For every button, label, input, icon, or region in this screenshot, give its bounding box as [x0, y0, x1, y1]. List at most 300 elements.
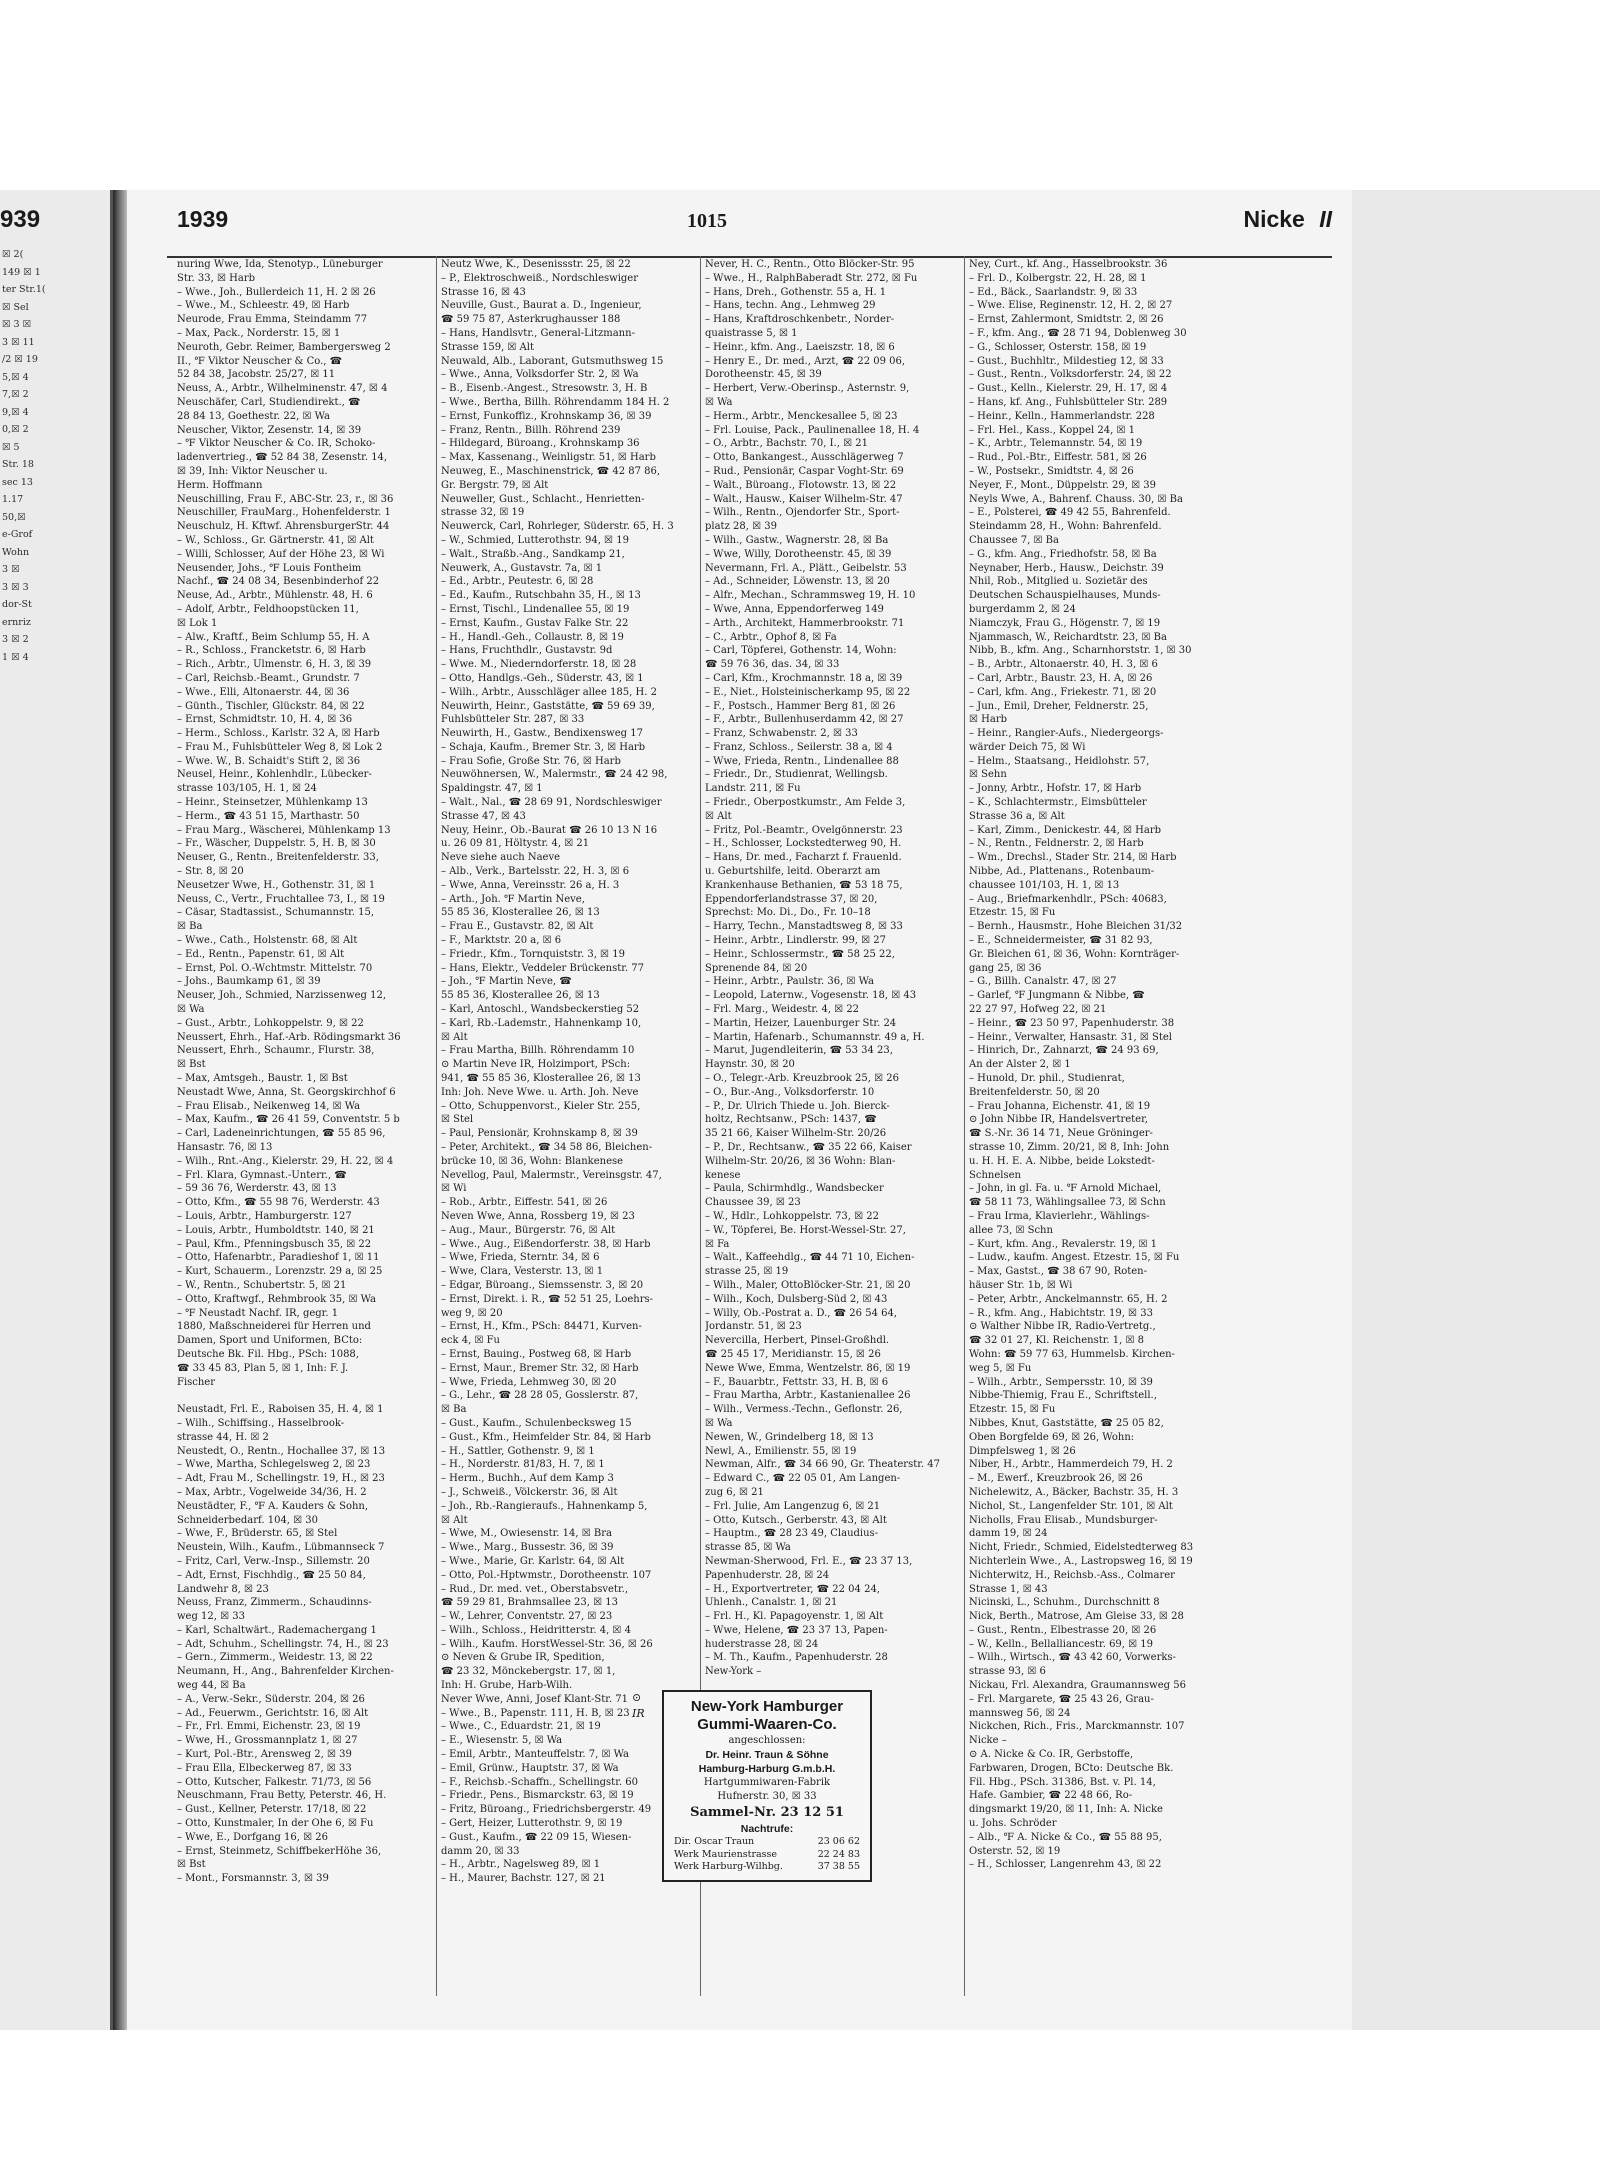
directory-entry-line: – Rud., Dr. med. vet., Oberstabsvetr., [441, 1583, 628, 1595]
directory-entry-line: – J., Schweiß., Völckerstr. 36, ☒ Alt [441, 1486, 618, 1498]
directory-entry-line: ☒ Alt [441, 1031, 468, 1043]
directory-entry-line: Etzestr. 15, ☒ Fu [969, 1404, 1056, 1416]
directory-entry-line: – Frl. Louise, Pack., Paulinenallee 18, H. 4 [705, 424, 920, 436]
directory-entry-line: Nevellog, Paul, Malermstr., Vereinsgstr. 47, [441, 1169, 662, 1181]
directory-entry-line: – Gern., Zimmerm., Weidestr. 13, ☒ 22 [177, 1652, 373, 1664]
directory-entry-line: Damen, Sport und Uniformen, BCto: [177, 1335, 363, 1347]
directory-entry-line: Deutsche Bk. Fil. Hbg., PSch: 1088, [177, 1348, 359, 1360]
directory-entry-line: Hansastr. 76, ☒ 13 [177, 1142, 273, 1153]
directory-entry-line: – Karl, Zimm., Denickestr. 44, ☒ Harb [969, 824, 1162, 836]
directory-entry-line: u. Johs. Schröder [969, 1818, 1057, 1830]
directory-entry-line: – Hans, Dreh., Gothenstr. 55 a, H. 1 [705, 286, 887, 298]
directory-entry-line: Nibbes, Knut, Gaststätte, ☎ 25 05 82, [969, 1417, 1164, 1429]
directory-entry-line: Wilhelm-Str. 20/26, ☒ 36 Wohn: Blan- [705, 1155, 896, 1167]
directory-entry-line: – Gust., Rentn., Elbestrasse 20, ☒ 26 [969, 1624, 1157, 1636]
directory-entry-line: – Wwe, M., Owiesenstr. 14, ☒ Bra [441, 1528, 612, 1540]
directory-entry-line: – Arth., Joh. ℉ Martin Neve, [441, 893, 585, 905]
directory-entry-line: – Herm., Arbtr., Menckesallee 5, ☒ 23 [705, 410, 898, 422]
directory-entry-line: – Frl. Hel., Kass., Koppel 24, ☒ 1 [969, 424, 1135, 436]
directory-entry-line: – Wwe, Helene, ☎ 23 37 13, Papen- [705, 1624, 888, 1636]
header-keyword-name: Nicke [1243, 206, 1305, 232]
directory-entry-line: – C., Arbtr., Ophof 8, ☒ Fa [705, 631, 837, 643]
directory-entry-line: – W., Lehrer, Conventstr. 27, ☒ 23 [441, 1611, 613, 1623]
directory-entry-line: – Carl, Ladeneinrichtungen, ☎ 55 85 96, [177, 1128, 386, 1140]
directory-entry-line: Eppendorferlandstrasse 37, ☒ 20, [705, 893, 878, 905]
directory-entry-line: brücke 10, ☒ 36, Wohn: Blankenese [441, 1155, 624, 1167]
directory-entry-line: Fil. Hbg., PSch. 31386, Bst. v. Pl. 14, [969, 1776, 1156, 1788]
directory-entry-line: – Wilh., Vermess.-Techn., Geflonstr. 26, [705, 1404, 903, 1416]
directory-entry-line: – E., Niet., Holsteinischerkamp 95, ☒ 22 [705, 686, 911, 698]
directory-entry-line: – Paula, Schirmhdlg., Wandsbecker [705, 1183, 884, 1195]
directory-entry-line: – Louis, Arbtr., Humboldtstr. 140, ☒ 21 [177, 1224, 375, 1236]
directory-entry-line: Sprechst: Mo. Di., Do., Fr. 10–18 [705, 907, 871, 919]
directory-entry-line: – Hunold, Dr. phil., Studienrat, [969, 1073, 1125, 1085]
directory-entry-line: – Fritz, Carl, Verw.-Insp., Sillemstr. 20 [177, 1555, 370, 1567]
directory-entry-line: mannsweg 56, ☒ 24 [969, 1707, 1071, 1719]
directory-entry-line: – Kurt, Pol.-Btr., Arensweg 2, ☒ 39 [177, 1749, 352, 1761]
directory-entry-line: – Adt, Ernst, Fischhdlg., ☎ 25 50 84, [177, 1569, 366, 1581]
directory-entry-line: – Otto, Kunstmaler, In der Ohe 6, ☒ Fu [177, 1818, 374, 1830]
directory-entry-line: – Karl, Schaltwärt., Rademachergang 1 [177, 1624, 377, 1636]
ad-title-line2: Gummi-Waaren-Co. [697, 1716, 837, 1733]
directory-entry-line: Deutschen Schauspielhauses, Munds- [969, 590, 1161, 602]
directory-entry-line: Chaussee 7, ☒ Ba [969, 534, 1059, 546]
directory-entry-line: – Gust., Kaufm., Schulenbecksweg 15 [441, 1417, 632, 1429]
previous-page-line: ☒ Sel [2, 301, 29, 313]
directory-entry-line: – M. Th., Kaufm., Papenhuderstr. 28 [705, 1652, 888, 1664]
page-number: 1015 [687, 210, 727, 232]
directory-entry-line: – Max, Kassenang., Weinligstr. 51, ☒ Harb [441, 452, 656, 464]
directory-entry-line: – Gert, Heizer, Lutterothstr. 9, ☒ 19 [441, 1818, 623, 1830]
directory-entry-line: ☒ Ba [177, 921, 203, 933]
directory-entry-line: – W., Schloss., Gr. Gärtnerstr. 41, ☒ Alt [177, 534, 374, 546]
directory-entry-line: Neustadt, Frl. E., Raboisen 35, H. 4, ☒ 1 [177, 1404, 384, 1416]
directory-entry-line: – Frau Sofie, Große Str. 76, ☒ Harb [441, 755, 621, 767]
directory-entry-line: Neynaber, Herb., Hausw., Deichstr. 39 [969, 562, 1164, 574]
previous-page-line: 3 ☒ 3 [2, 581, 29, 593]
directory-entry-line: damm 19, ☒ 24 [969, 1528, 1048, 1540]
directory-entry-line: New-York – [705, 1666, 762, 1678]
directory-entry-line: 1880, Maßschneiderei für Herren und [177, 1321, 371, 1333]
directory-entry-line: – Otto, Handlgs.-Geh., Süderstr. 43, ☒ 1 [441, 672, 644, 684]
directory-entry-line: Neuwöhnersen, W., Malermstr., ☎ 24 42 98, [441, 769, 668, 781]
directory-entry-line: – H., Schlosser, Lockstedterweg 90, H. [705, 838, 902, 850]
directory-entry-line: – Ernst, Schmidtstr. 10, H. 4, ☒ 36 [177, 714, 353, 726]
directory-entry-line: Neuwald, Alb., Laborant, Gutsmuthsweg 15 [441, 355, 664, 367]
directory-entry-line: Nickau, Frl. Alexandra, Graumannsweg 56 [969, 1680, 1186, 1692]
directory-entry-line: – W., Schmied, Lutterothstr. 94, ☒ 19 [441, 534, 629, 546]
directory-entry-line: – Frl. Margarete, ☎ 25 43 26, Grau- [969, 1693, 1154, 1705]
directory-entry-line: – Ernst, Tischl., Lindenallee 55, ☒ 19 [441, 603, 630, 615]
directory-entry-line: 941, ☎ 55 85 36, Klosterallee 26, ☒ 13 [441, 1073, 641, 1085]
directory-entry-line: – Günth., Tischler, Glückstr. 84, ☒ 22 [177, 700, 365, 712]
directory-entry-line: – Arth., Architekt, Hammerbrookstr. 71 [705, 617, 905, 629]
advertisement-box [662, 1690, 872, 1882]
previous-page-line: 7,☒ 2 [2, 389, 29, 400]
directory-entry-line: ☒ Lok 1 [177, 617, 218, 629]
directory-entry-line: Njammasch, W., Reichardtstr. 23, ☒ Ba [969, 631, 1167, 643]
directory-entry-line: – Harry, Techn., Manstadtsweg 8, ☒ 33 [705, 921, 903, 933]
previous-page-line: 3 ☒ 2 [2, 634, 29, 645]
directory-entry-line: – Hans, Kraftdroschkenbetr., Norder- [705, 314, 895, 326]
ad-night-row-label: Werk Harburg-Wilhbg. [674, 1861, 783, 1872]
directory-entry-line: Jordanstr. 51, ☒ 23 [705, 1321, 802, 1333]
directory-entry-line: – Ad., Feuerwm., Gerichtstr. 16, ☒ Alt [177, 1707, 369, 1719]
directory-entry-line: – H., Exportvertreter, ☎ 22 04 24, [705, 1583, 880, 1595]
directory-entry-line: Strasse 36 a, ☒ Alt [969, 810, 1065, 822]
header-part-number: II [1319, 206, 1332, 232]
directory-entry-line: – Fr., Frl. Emmi, Eichenstr. 23, ☒ 19 [177, 1721, 361, 1733]
directory-entry-line: – Rich., Arbtr., Ulmenstr. 6, H. 3, ☒ 39 [177, 659, 372, 671]
directory-entry-line: ☒ Wa [705, 396, 733, 408]
directory-entry-line: II., ℉ Viktor Neuscher & Co., ☎ [177, 355, 343, 367]
directory-entry-line: Nicholls, Frau Elisab., Mundsburger- [969, 1514, 1158, 1526]
directory-entry-line: – Wwe. Elise, Reginenstr. 12, H. 2, ☒ 27 [969, 300, 1173, 312]
directory-entry-line: – Emil, Arbtr., Manteuffelstr. 7, ☒ Wa [441, 1749, 630, 1761]
ad-night-row-number: 37 38 55 [817, 1861, 860, 1872]
directory-entry-line: – Henry E., Dr. med., Arzt, ☎ 22 09 06, [705, 355, 906, 367]
directory-entry-line: holtz, Rechtsanw., PSch: 1437, ☎ [705, 1114, 877, 1126]
directory-entry-line: – W., Töpferei, Be. Horst-Wessel-Str. 27, [705, 1224, 906, 1236]
directory-entry-line: 22 27 97, Hofweg 22, ☒ 21 [969, 1004, 1107, 1016]
directory-entry-line: – Wwe., B., Papenstr. 111, H. B, ☒ 23 [441, 1707, 630, 1719]
directory-entry-line: ☒ Fa [705, 1238, 730, 1250]
previous-page-line: 9,☒ 4 [2, 406, 29, 418]
column-divider [964, 256, 965, 1996]
directory-entry-line: – Wwe, E., Dorfgang 16, ☒ 26 [177, 1831, 328, 1843]
directory-entry-line: Nachf., ☎ 24 08 34, Besenbinderhof 22 [177, 576, 380, 588]
directory-entry-line: Krankenhause Bethanien, ☎ 53 18 75, [705, 879, 903, 891]
directory-entry-line: – Wwe., Aug., Eißendorferstr. 38, ☒ Harb [441, 1238, 651, 1250]
directory-entry-line: – Gust., Rentn., Volksdorferstr. 24, ☒ 22 [969, 369, 1172, 381]
directory-entry-line: – Walt., Straßb.-Ang., Sandkamp 21, [441, 548, 625, 560]
directory-entry-line: ☎ S.-Nr. 36 14 71, Neue Gröninger- [969, 1128, 1153, 1140]
previous-page-line: 1.17 [2, 494, 24, 505]
ad-side-ir: IR [632, 1707, 645, 1720]
directory-entry-line: – Max, Arbtr., Vogelweide 34/36, H. 2 [177, 1486, 367, 1498]
directory-entry-line: – Joh., Rb.-Rangieraufs., Hahnenkamp 5, [441, 1500, 648, 1512]
ad-night-row-label: Werk Maurienstrasse [674, 1848, 778, 1860]
directory-entry-line: – Frau Marg., Wäscherei, Mühlenkamp 13 [177, 824, 391, 836]
directory-entry-line: 55 85 36, Klosterallee 26, ☒ 13 [441, 907, 600, 919]
directory-entry-line: – Str. 8, ☒ 20 [177, 866, 244, 878]
directory-entry-line: – Friedr., Dr., Studienrat, Wellingsb. [705, 769, 888, 781]
directory-entry-line: – Carl, kfm. Ang., Friekestr. 71, ☒ 20 [969, 686, 1157, 698]
directory-entry-line: – Kurt, kfm. Ang., Revalerstr. 19, ☒ 1 [969, 1238, 1157, 1250]
directory-entry-line: – Friedr., Oberpostkumstr., Am Felde 3, [705, 797, 906, 809]
column-4 [969, 258, 1221, 1872]
directory-entry-line: – Karl, Rb.-Lademstr., Hahnenkamp 10, [441, 1017, 642, 1029]
directory-entry-line: – Wilh., Arbtr., Ausschläger allee 185, H. 2 [441, 686, 657, 698]
directory-entry-line: Neuscher, Viktor, Zesenstr. 14, ☒ 39 [177, 424, 362, 436]
directory-entry-line: – Ernst, Funkoffiz., Krohnskamp 36, ☒ 39 [441, 410, 652, 422]
directory-entry-line: Haynstr. 30, ☒ 20 [705, 1059, 795, 1071]
directory-entry-line: – Wwe., Elli, Altonaerstr. 44, ☒ 36 [177, 686, 350, 698]
directory-entry-line: – Otto, Schuppenvorst., Kieler Str. 255, [441, 1100, 641, 1112]
directory-entry-line: – Alb., ℉ A. Nicke & Co., ☎ 55 88 95, [969, 1831, 1162, 1843]
directory-entry-line: Osterstr. 52, ☒ 19 [969, 1845, 1061, 1857]
directory-entry-line: – Frau Johanna, Eichenstr. 41, ☒ 19 [969, 1100, 1151, 1112]
directory-entry-line: Nevercilla, Herbert, Pinsel-Großhdl. [705, 1335, 890, 1347]
ad-night-row [674, 1849, 860, 1862]
previous-page-line: ☒ 5 [2, 441, 20, 453]
directory-entry-line: ☒ Wa [177, 1004, 205, 1016]
directory-entry-line: – Wilh., Arbtr., Sempersstr. 10, ☒ 39 [969, 1376, 1153, 1388]
directory-entry-line: – H., Norderstr. 81/83, H. 7, ☒ 1 [441, 1459, 605, 1471]
directory-entry-line: Neuwirth, Heinr., Gaststätte, ☎ 59 69 39, [441, 700, 655, 712]
directory-entry-line: Neuschilling, Frau F., ABC-Str. 23, r., ☒ 36 [177, 493, 394, 505]
ad-collective-number: Sammel-Nr. 23 12 51 [690, 1805, 844, 1820]
directory-entry-line: ⊙ John Nibbe IR, Handelsvertreter, [969, 1114, 1148, 1126]
directory-entry-line: – F., Bauarbtr., Fettstr. 33, H. B, ☒ 6 [705, 1376, 889, 1388]
directory-entry-line: – Ernst, Maur., Bremer Str. 32, ☒ Harb [441, 1362, 639, 1374]
directory-entry-line: Neurode, Frau Emma, Steindamm 77 [177, 314, 368, 326]
directory-entry-line: Neuy, Heinr., Ob.-Baurat ☎ 26 10 13 N 16 [441, 824, 658, 836]
directory-entry-line: – Frl. Julie, Am Langenzug 6, ☒ 21 [705, 1500, 881, 1512]
directory-entry-line: – Ernst, Pol. O.-Wchtmstr. Mittelstr. 70 [177, 962, 373, 974]
directory-entry-line: – Carl, Kfm., Krochmannstr. 18 a, ☒ 39 [705, 672, 903, 684]
directory-entry-line: Strasse 1, ☒ 43 [969, 1583, 1048, 1595]
directory-entry-line: – W., Rentn., Schubertstr. 5, ☒ 21 [177, 1279, 347, 1291]
directory-entry-line: häuser Str. 1b, ☒ Wi [969, 1279, 1073, 1291]
directory-entry-line: Neuweg, E., Maschinenstrick, ☎ 42 87 86, [441, 465, 661, 477]
directory-entry-line: Herm. Hoffmann [177, 479, 263, 491]
previous-page-line: dor-St [2, 599, 32, 610]
directory-entry-line: ☒ Wi [441, 1183, 467, 1195]
directory-entry-line: burgerdamm 2, ☒ 24 [969, 603, 1076, 615]
directory-entry-line: – Otto, Bankangest., Ausschlägerweg 7 [705, 452, 904, 464]
directory-entry-line: Neuse, Ad., Arbtr., Mühlenstr. 48, H. 6 [177, 590, 373, 602]
directory-entry-line: – Ernst, Zahlermont, Smidtstr. 2, ☒ 26 [969, 314, 1164, 326]
directory-entry-line: – Garlef, ℉ Jungmann & Nibbe, ☎ [969, 990, 1145, 1002]
directory-entry-line: ⊙ Walther Nibbe IR, Radio-Vertretg., [969, 1321, 1156, 1333]
directory-entry-line: Ney, Curt., kf. Ang., Hasselbrookstr. 36 [969, 259, 1168, 270]
directory-entry-line: – Aug., Briefmarkenhdlr., PSch: 40683, [969, 893, 1167, 905]
scanner-background-right [1352, 190, 1600, 2030]
directory-entry-line: Breitenfelderstr. 50, ☒ 20 [969, 1086, 1100, 1098]
directory-entry-line: – Hauptm., ☎ 28 23 49, Claudius- [705, 1528, 879, 1540]
directory-entry-line: ladenvertrieg., ☎ 52 84 38, Zesenstr. 14, [177, 452, 388, 464]
directory-entry-line: Dorotheenstr. 45, ☒ 39 [705, 369, 822, 381]
directory-entry-line: – Martin, Heizer, Lauenburger Str. 24 [705, 1017, 897, 1029]
directory-entry-line: – Ernst, Bauing., Postweg 68, ☒ Harb [441, 1348, 632, 1360]
directory-entry-line: – Alfr., Mechan., Schrammsweg 19, H. 10 [705, 590, 916, 602]
directory-entry-line: – Wwe, Frieda, Rentn., Lindenallee 88 [705, 755, 899, 767]
directory-entry-line: – Willi, Schlosser, Auf der Höhe 23, ☒ Wi [177, 548, 385, 560]
directory-entry-line: Fischer [177, 1376, 216, 1388]
directory-entry-line: – Wilh., Schloss., Heidritterstr. 4, ☒ 4 [441, 1624, 631, 1636]
directory-entry-line: Neussert, Ehrh., Haf.-Arb. Rödingsmarkt 36 [177, 1031, 401, 1043]
directory-entry-line: – G., Billh. Canalstr. 47, ☒ 27 [969, 976, 1117, 988]
ad-night-row-number: 22 24 83 [817, 1848, 860, 1860]
directory-entry-line: ☎ 32 01 27, Kl. Reichenstr. 1, ☒ 8 [969, 1335, 1145, 1347]
directory-entry-line: – Otto, Kutsch., Gerberstr. 43, ☒ Alt [705, 1514, 887, 1526]
directory-entry-line: – Ed., Rentn., Papenstr. 61, ☒ Alt [177, 948, 345, 960]
previous-page-line: sec 13 [2, 476, 33, 488]
directory-entry-line: strasse 103/105, H. 1, ☒ 24 [177, 783, 317, 795]
directory-entry-line: – Joh., ℉ Martin Neve, ☎ [441, 976, 572, 988]
directory-entry-line: strasse 85, ☒ Wa [705, 1542, 791, 1554]
directory-entry-line: – Marut, Jugendleiterin, ☎ 53 34 23, [705, 1045, 893, 1057]
directory-entry-line: Inh: Joh. Neve Wwe. u. Arth. Joh. Neve [441, 1086, 639, 1098]
directory-entry-line: Neuwerk, A., Gustavstr. 7a, ☒ 1 [441, 562, 603, 574]
directory-entry-line: – G., Lehr., ☎ 28 28 05, Gosslerstr. 87, [441, 1390, 639, 1402]
directory-entry-line: – Rud., Pol.-Btr., Eiffestr. 581, ☒ 26 [969, 452, 1147, 464]
directory-entry-line: – Adt, Schuhm., Schellingstr. 74, H., ☒ 23 [177, 1638, 389, 1650]
directory-entry-line: – ℉ Neustadt Nachf. IR, gegr. 1 [177, 1307, 339, 1319]
directory-entry-line: – Frl. Marg., Weidestr. 4, ☒ 22 [705, 1004, 860, 1016]
page-header [127, 204, 1352, 244]
directory-entry-line: – Max, Gastst., ☎ 38 67 90, Roten- [969, 1266, 1147, 1278]
directory-entry-line: Newman-Sherwood, Frl. E., ☎ 23 37 13, [705, 1555, 913, 1567]
directory-entry-line: Nibbe, Ad., Plattenans., Rotenbaum- [969, 866, 1155, 878]
directory-entry-line: – Wilh., Koch, Dulsberg-Süd 2, ☒ 43 [705, 1293, 888, 1305]
directory-entry-line: – Aug., Maur., Bürgerstr. 76, ☒ Alt [441, 1224, 616, 1236]
directory-entry-line: Neve siehe auch Naeve [441, 852, 561, 864]
ad-title-line1: New-York Hamburger [690, 1698, 844, 1715]
directory-entry-line: – M., Ewerf., Kreuzbrook 26, ☒ 26 [969, 1473, 1143, 1485]
directory-entry-line: – Wm., Drechsl., Stader Str. 214, ☒ Harb [969, 852, 1177, 864]
directory-entry-line: – Adolf, Arbtr., Feldhoopstücken 11, [177, 603, 359, 615]
directory-entry-line: Spaldingstr. 47, ☒ 1 [441, 783, 543, 795]
directory-entry-line: Wohn: ☎ 59 77 63, Hummelsb. Kirchen- [969, 1348, 1175, 1360]
directory-entry-line: – E., Wiesenstr. 5, ☒ Wa [441, 1735, 563, 1747]
column-1 [177, 258, 429, 1886]
directory-entry-line: ⊙ Neven & Grube IR, Spedition, [441, 1652, 605, 1664]
ad-night-row [674, 1836, 860, 1849]
previous-page-year: 939 [0, 206, 41, 233]
column-2 [441, 258, 693, 1886]
directory-entry-line: u. H. H. E. A. Nibbe, beide Lokstedt- [969, 1155, 1155, 1167]
previous-page-line: ☒ 3 ☒ [2, 319, 32, 330]
directory-entry-line: – Wwe., H., RalphBaberadt Str. 272, ☒ Fu [705, 272, 918, 284]
directory-entry-line: – Wwe, H., Grossmannplatz 1, ☒ 27 [177, 1735, 358, 1747]
directory-entry-line: – Wwe, F., Brüderstr. 65, ☒ Stel [177, 1528, 338, 1540]
directory-entry-line: – H., Arbtr., Nagelsweg 89, ☒ 1 [441, 1859, 601, 1871]
directory-entry-line: Sprenende 84, ☒ 20 [705, 962, 808, 974]
directory-entry-line: – P., Elektroschweiß., Nordschleswiger [441, 272, 639, 284]
directory-entry-line: ☒ Wa [705, 1417, 733, 1429]
directory-entry-line: – K., Arbtr., Telemannstr. 54, ☒ 19 [969, 438, 1143, 450]
directory-entry-line: dingsmarkt 19/20, ☒ 11, Inh: A. Nicke [969, 1804, 1163, 1816]
directory-entry-line: Neusetzer Wwe, H., Gothenstr. 31, ☒ 1 [177, 879, 376, 891]
directory-entry-line: – N., Rentn., Feldnerstr. 2, ☒ Harb [969, 838, 1144, 850]
previous-page-line: Str. 18 [2, 459, 34, 470]
directory-entry-line: – Ernst, Direkt. i. R., ☎ 52 51 25, Loehrs- [441, 1293, 654, 1305]
directory-entry-line: Uhlenh., Canalstr. 1, ☒ 21 [705, 1597, 838, 1609]
directory-entry-line: – Frau E., Gustavstr. 82, ☒ Alt [441, 921, 594, 933]
directory-entry-line: Neussert, Ehrh., Schaumr., Flurstr. 38, [177, 1045, 375, 1057]
page-header-keyword [1243, 206, 1332, 233]
directory-entry-line: Nick, Berth., Matrose, Am Gleise 33, ☒ 28 [969, 1611, 1184, 1623]
directory-entry-line: quaistrasse 5, ☒ 1 [705, 327, 798, 339]
directory-entry-line: Nichol, St., Langenfelder Str. 101, ☒ Alt [969, 1500, 1173, 1512]
previous-page-line: 0,☒ 2 [2, 424, 29, 435]
directory-entry-line: Neuroth, Gebr. Reimer, Bambergersweg 2 [177, 341, 391, 353]
directory-entry-line: weg 9, ☒ 20 [441, 1307, 503, 1319]
directory-entry-line: Neuss, C., Vertr., Fruchtallee 73, I., ☒ 19 [177, 893, 385, 905]
directory-entry-line: strasse 44, H. ☒ 2 [177, 1431, 269, 1443]
directory-entry-line: – Frau Irma, Klavierlehr., Wählings- [969, 1210, 1150, 1222]
directory-entry-line: Neuville, Gust., Baurat a. D., Ingenieur, [441, 300, 642, 312]
ad-side-marks [632, 1690, 645, 1722]
directory-entry-line: – G., kfm. Ang., Friedhofstr. 58, ☒ Ba [969, 548, 1157, 560]
ad-address: Hufnerstr. 30, ☒ 33 [717, 1791, 817, 1802]
directory-entry-line: – Frau Ella, Elbeckerweg 87, ☒ 33 [177, 1762, 352, 1774]
previous-page-line: /2 ☒ 19 [2, 354, 38, 365]
directory-entry-line: – Hildegard, Büroang., Krohnskamp 36 [441, 438, 640, 450]
directory-entry-line: – Gust., Kellner, Peterstr. 17/18, ☒ 22 [177, 1804, 367, 1816]
directory-entry-line: Landstr. 211, ☒ Fu [705, 783, 801, 795]
directory-entry-line: ☒ Alt [441, 1514, 468, 1526]
directory-entry-line: Hafe. Gambier, ☎ 22 48 66, Ro- [969, 1790, 1133, 1802]
directory-entry-line: – O., Telegr.-Arb. Kreuzbrook 25, ☒ 26 [705, 1073, 899, 1085]
directory-entry-line: Neuwerck, Carl, Rohrleger, Süderstr. 65, H. 3 [441, 521, 674, 533]
directory-entry-line: – Hans, kf. Ang., Fuhlsbütteler Str. 289 [969, 396, 1168, 408]
ad-attached-label: angeschlossen: [728, 1735, 806, 1746]
directory-entry-line: – Ernst, H., Kfm., PSch: 84471, Kurven- [441, 1321, 642, 1333]
directory-entry-line: Inh: H. Grube, Harb-Wilh. [441, 1680, 573, 1692]
directory-entry-line: Never Wwe, Anni, Josef Klant-Str. 71 [441, 1693, 629, 1705]
directory-entry-line: Gr. Bleichen 61, ☒ 36, Wohn: Kornträger- [969, 948, 1180, 960]
directory-entry-line: – Martin, Hafenarb., Schumannstr. 49 a, H. [705, 1031, 925, 1043]
directory-entry-line: – K., Schlachtermstr., Eimsbütteler [969, 797, 1147, 809]
directory-entry-line: 35 21 66, Kaiser Wilhelm-Str. 20/26 [705, 1128, 887, 1140]
directory-entry-line: – ℉ Viktor Neuscher & Co. IR, Schoko- [177, 438, 376, 450]
directory-entry-line: – Heinr., Schlossermstr., ☎ 58 25 22, [705, 948, 895, 960]
directory-entry-line: Nickchen, Rich., Fris., Marckmannstr. 107 [969, 1721, 1185, 1733]
directory-entry-line: – Walt., Hausw., Kaiser Wilhelm-Str. 47 [705, 493, 903, 505]
directory-entry-line: Landwehr 8, ☒ 23 [177, 1583, 269, 1595]
directory-entry-line: – Max, Pack., Norderstr. 15, ☒ 1 [177, 327, 341, 339]
previous-page-line: ter Str.1( [2, 284, 46, 295]
directory-entry-line: – F., Marktstr. 20 a, ☒ 6 [441, 935, 562, 947]
directory-entry-line: strasse 10, Zimm. 20/21, ☒ 8, Inh: John [969, 1142, 1170, 1153]
directory-entry-line: ☎ 23 32, Mönckebergstr. 17, ☒ 1, [441, 1666, 616, 1678]
directory-entry-line: – Peter, Architekt., ☎ 34 58 86, Bleichen- [441, 1142, 653, 1153]
directory-entry-line: – Edgar, Büroang., Siemssenstr. 3, ☒ 20 [441, 1279, 644, 1291]
directory-entry-line: – Jun., Emil, Dreher, Feldnerstr. 25, [969, 700, 1149, 712]
previous-page-line: 50,☒ [2, 511, 26, 523]
directory-entry-line: – Walt., Büroang., Flotowstr. 13, ☒ 22 [705, 479, 897, 491]
directory-entry-line: – F., Postsch., Hammer Berg 81, ☒ 26 [705, 700, 896, 712]
directory-entry-line: Strasse 159, ☒ Alt [441, 341, 534, 353]
directory-entry-line: – Wwe, Martha, Schlegelsweg 2, ☒ 23 [177, 1459, 371, 1471]
directory-entry-line: – Carl, Arbtr., Baustr. 23, H. A, ☒ 26 [969, 672, 1153, 684]
directory-entry-line: Neuweller, Gust., Schlacht., Henrietten- [441, 493, 645, 505]
directory-entry-line: – Herm., ☎ 43 51 15, Marthastr. 50 [177, 810, 360, 822]
directory-page [127, 190, 1352, 2030]
directory-entry-line [177, 1389, 429, 1403]
ad-night-label: Nachtrufe: [740, 1823, 794, 1835]
directory-entry-line: – Ad., Schneider, Löwenstr. 13, ☒ 20 [705, 576, 890, 588]
directory-entry-line: – John, in gl. Fa. u. ℉ Arnold Michael, [969, 1183, 1162, 1195]
column-3 [705, 258, 957, 1679]
directory-entry-line: Nevermann, Frl. A., Plätt., Geibelstr. 53 [705, 562, 907, 574]
directory-entry-line: – Friedr., Pens., Bismarckstr. 63, ☒ 19 [441, 1790, 634, 1802]
directory-entry-line: – Leopold, Laternw., Vogesenstr. 18, ☒ 43 [705, 990, 917, 1002]
directory-entry-line: – Wwe. W., B. Schaidt's Stift 2, ☒ 36 [177, 755, 361, 767]
directory-entry-line: Neumann, H., Ang., Bahrenfelder Kirchen- [177, 1666, 394, 1678]
directory-entry-line: Neusel, Heinr., Kohlenhdlr., Lübecker- [177, 769, 372, 781]
directory-entry-line: ☎ 59 75 87, Asterkrughausser 188 [441, 314, 621, 326]
directory-entry-line: Oben Borgfelde 69, ☒ 26, Wohn: [969, 1431, 1135, 1443]
previous-page-line: ernriz [2, 616, 31, 628]
directory-entry-line: – O., Bur.-Ang., Volksdorferstr. 10 [705, 1086, 875, 1098]
directory-entry-line: – Helm., Staatsang., Heidlohstr. 57, [969, 755, 1150, 767]
directory-entry-line: – Wwe, Frieda, Sterntr. 34, ☒ 6 [441, 1252, 600, 1264]
directory-entry-line: – Frl. H., Kl. Papagoyenstr. 1, ☒ Alt [705, 1611, 884, 1623]
